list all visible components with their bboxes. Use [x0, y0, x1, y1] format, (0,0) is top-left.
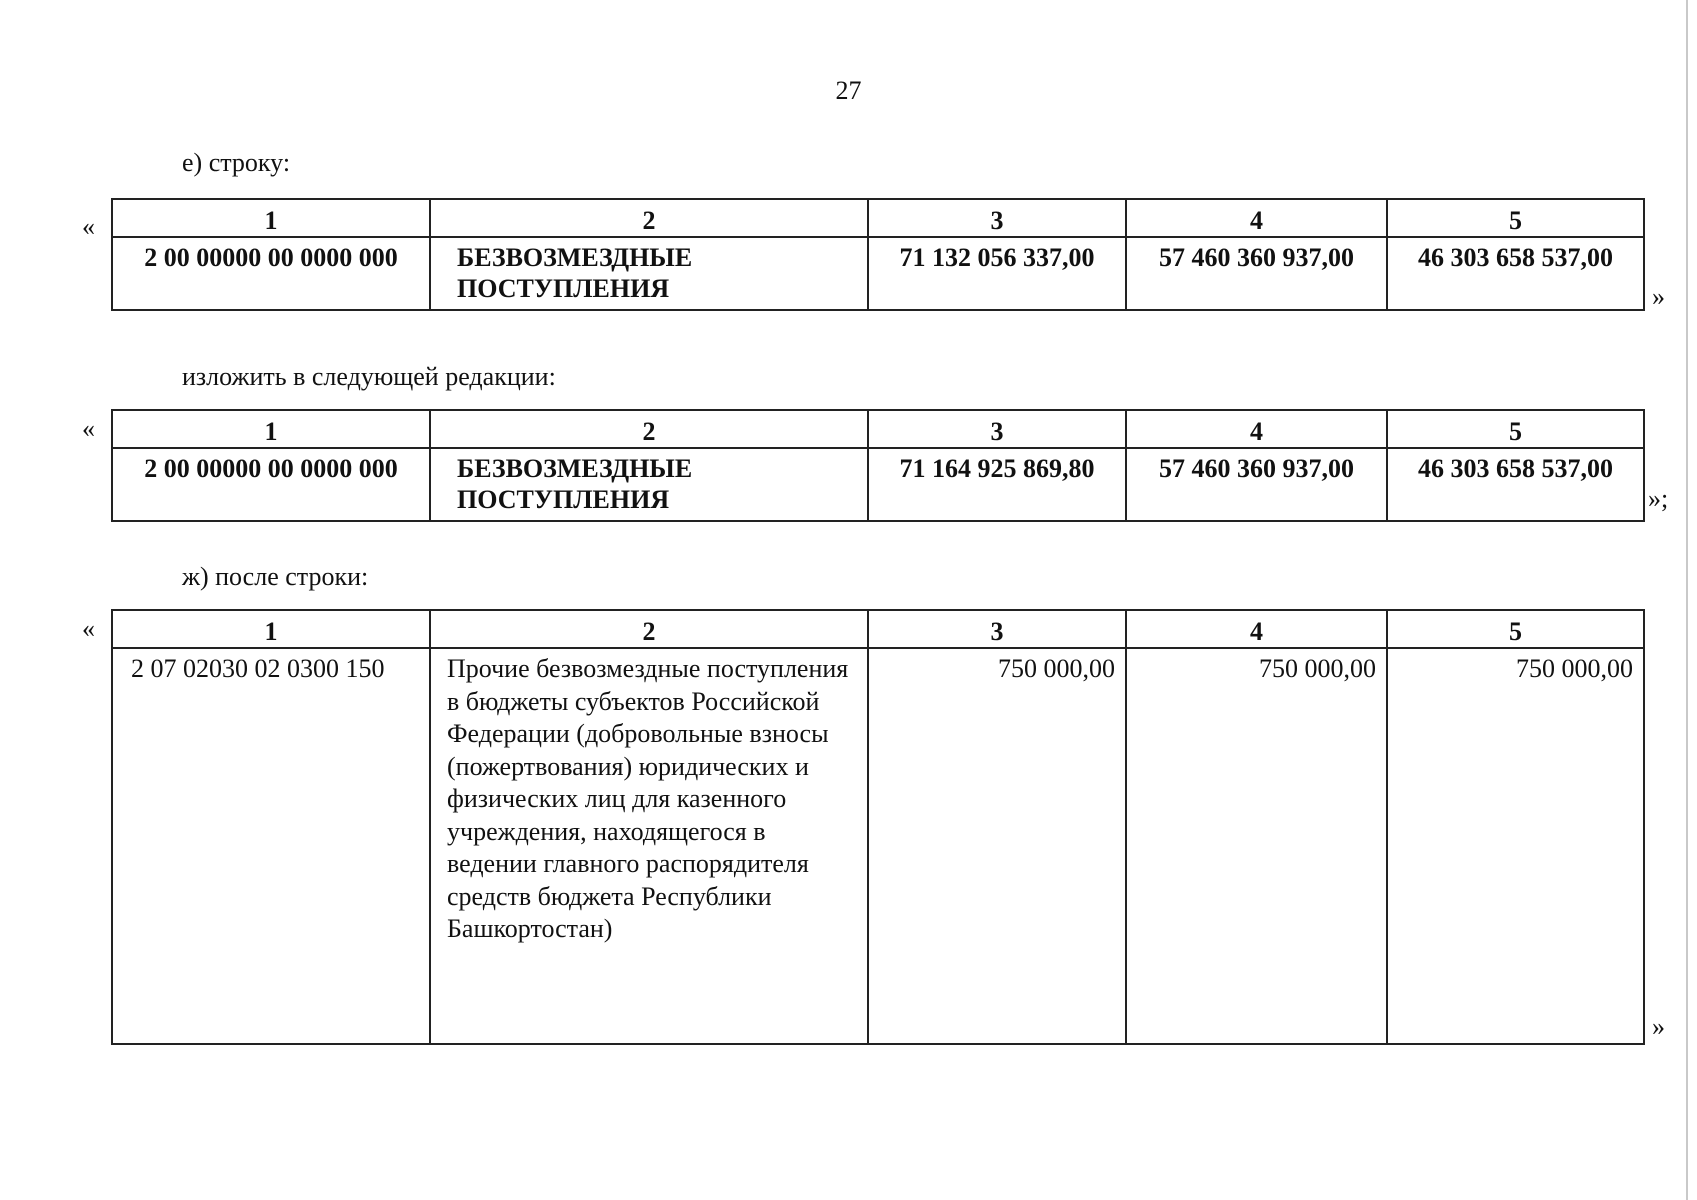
amount-col4-cell: 750 000,00 — [1126, 648, 1387, 1044]
table-row — [112, 237, 1644, 309]
section-heading: е) строку: — [182, 148, 291, 177]
close-quote: »; — [1648, 484, 1669, 513]
section-heading: изложить в следующей редакции: — [182, 362, 556, 391]
header-cell: 1 — [112, 610, 430, 648]
amount-col5-cell: 46 303 658 537,00 — [1387, 448, 1644, 520]
header-cell: 5 — [1387, 410, 1644, 448]
table-new-row — [111, 409, 1645, 522]
close-quote: » — [1652, 1012, 1665, 1041]
section-heading: ж) после строки: — [182, 562, 369, 591]
header-cell: 3 — [868, 610, 1126, 648]
budget-code-cell: 2 00 00000 00 0000 000 — [112, 237, 430, 309]
table-header-row — [112, 610, 1644, 648]
table-row — [112, 448, 1644, 520]
amount-col4-cell: 57 460 360 937,00 — [1126, 448, 1387, 520]
open-quote: « — [82, 212, 95, 241]
page-number: 27 — [835, 76, 862, 105]
header-cell: 2 — [430, 410, 868, 448]
budget-code-cell: 2 00 00000 00 0000 000 — [112, 448, 430, 520]
amount-col5-cell: 46 303 658 537,00 — [1387, 237, 1644, 309]
table-added-row — [111, 609, 1645, 1045]
income-name-cell: Прочие безвозмездные поступления в бюджеты субъектов Российской Федерации (добровольные взносы (пожертвования) юридических и физических лиц для казенного учреждения, находящегося в ведении главного распорядителя средств бюджета Республики Башкортостан) — [430, 648, 868, 1044]
header-cell: 4 — [1126, 410, 1387, 448]
open-quote: « — [82, 414, 95, 443]
amount-col5-cell: 750 000,00 — [1387, 648, 1644, 1044]
header-cell: 1 — [112, 199, 430, 237]
table-row — [112, 648, 1644, 1044]
header-cell: 5 — [1387, 199, 1644, 237]
header-cell: 4 — [1126, 610, 1387, 648]
open-quote: « — [82, 614, 95, 643]
header-cell: 3 — [868, 410, 1126, 448]
table-old-row — [111, 198, 1645, 311]
header-cell: 1 — [112, 410, 430, 448]
budget-code-cell: 2 07 02030 02 0300 150 — [112, 648, 430, 1044]
amount-col4-cell: 57 460 360 937,00 — [1126, 237, 1387, 309]
table-header-row — [112, 199, 1644, 237]
page-edge — [1686, 0, 1688, 1200]
amount-col3-cell: 71 132 056 337,00 — [868, 237, 1126, 309]
header-cell: 5 — [1387, 610, 1644, 648]
income-name-cell: БЕЗВОЗМЕЗДНЫЕ ПОСТУПЛЕНИЯ — [430, 448, 868, 520]
amount-col3-cell: 750 000,00 — [868, 648, 1126, 1044]
header-cell: 2 — [430, 610, 868, 648]
header-cell: 2 — [430, 199, 868, 237]
income-name-cell: БЕЗВОЗМЕЗДНЫЕ ПОСТУПЛЕНИЯ — [430, 237, 868, 309]
amount-col3-cell: 71 164 925 869,80 — [868, 448, 1126, 520]
close-quote: » — [1652, 282, 1665, 311]
table-header-row — [112, 410, 1644, 448]
header-cell: 3 — [868, 199, 1126, 237]
header-cell: 4 — [1126, 199, 1387, 237]
